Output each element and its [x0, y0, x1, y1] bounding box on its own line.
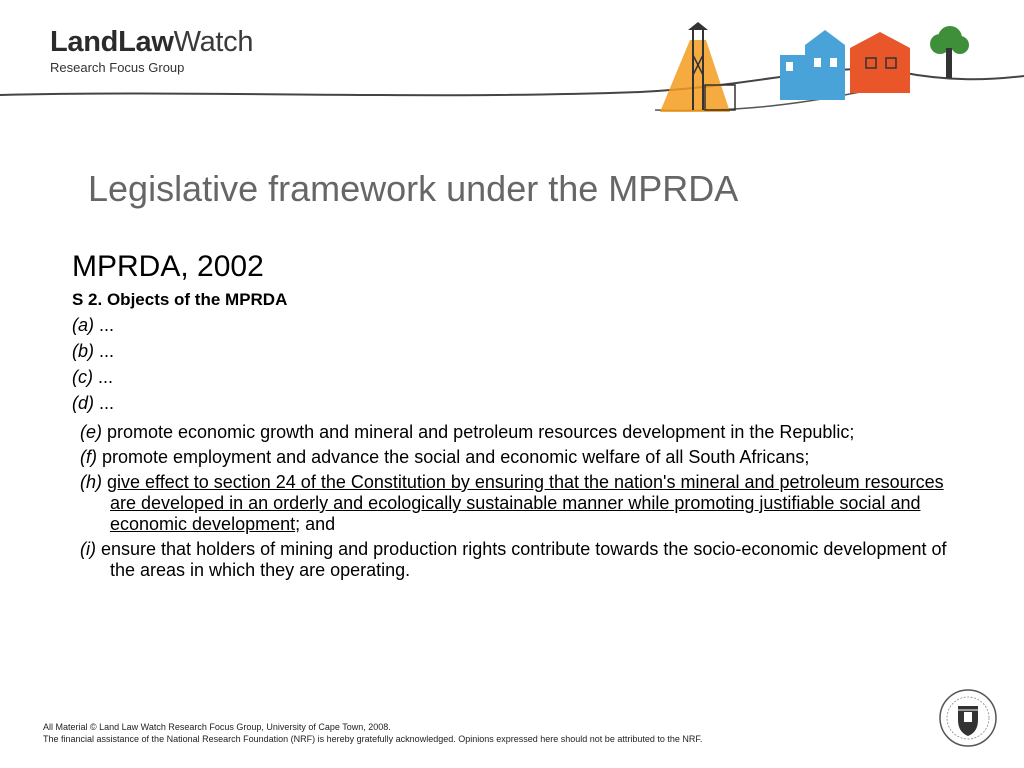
footer	[43, 721, 702, 745]
slide-content	[72, 250, 972, 581]
item-label: (h)	[80, 472, 102, 492]
act-title: MPRDA, 2002	[72, 250, 264, 283]
footer-copyright: All Material © Land Law Watch Research Focus Group, University of Cape Town, 2008.	[43, 722, 391, 732]
headframe-icon	[660, 22, 735, 112]
item-text: ...	[94, 393, 115, 413]
list-item-i	[72, 539, 972, 581]
list-item-f	[72, 447, 972, 468]
logo-subtitle: Research Focus Group	[50, 60, 185, 75]
item-text: ...	[94, 341, 115, 361]
list-item	[72, 390, 972, 416]
item-text: ...	[93, 367, 114, 387]
list-item	[72, 364, 972, 390]
item-text: ...	[94, 315, 115, 335]
item-text: promote economic growth and mineral and petroleum resources development in the Republic;	[102, 422, 855, 442]
university-seal-icon	[938, 688, 998, 748]
houses-icon	[780, 30, 910, 100]
logo-regular: Watch	[173, 26, 254, 58]
footer-acknowledgement: The financial assistance of the National Research Foundation (NRF) is hereby gratefully acknowledged. Opinions expressed here should not be attributed to the NRF.	[43, 734, 703, 744]
list-item	[72, 312, 972, 338]
item-text: promote employment and advance the social and economic welfare of all South Africans;	[97, 447, 810, 467]
list-item-h	[72, 472, 972, 535]
logo-wordmark	[50, 26, 253, 58]
logo-bold: LandLaw	[50, 26, 174, 58]
item-label: (e)	[80, 422, 102, 442]
item-label: (i)	[80, 539, 96, 559]
item-label: (c)	[72, 367, 93, 387]
item-label: (b)	[72, 341, 94, 361]
slide-title: Legislative framework under the MPRDA	[88, 168, 739, 209]
item-label: (d)	[72, 393, 94, 413]
section-title: S 2. Objects of the MPRDA	[72, 290, 288, 309]
list-item	[72, 338, 972, 364]
list-item-e	[72, 422, 972, 443]
item-label: (a)	[72, 315, 94, 335]
landlawwatch-logo	[50, 26, 253, 75]
item-tail-text: ; and	[295, 514, 336, 534]
item-text: ensure that holders of mining and production rights contribute towards the socio-economic development of the areas in which they are operating.	[96, 539, 947, 580]
tree-icon	[930, 26, 969, 78]
item-underlined-text: give effect to section 24 of the Constitution by ensuring that the nation's mineral and petroleum resources are developed in an orderly and ecologically sustainable manner while promoting justifiable social and economic development	[107, 472, 944, 534]
item-label: (f)	[80, 447, 97, 467]
